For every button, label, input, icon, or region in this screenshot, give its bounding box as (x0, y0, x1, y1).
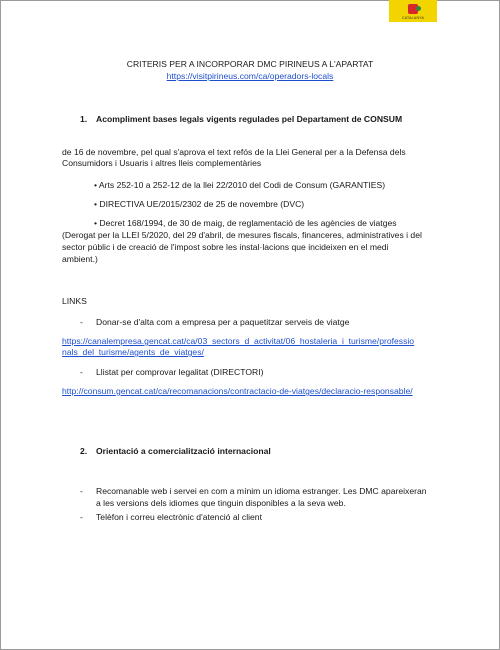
links-item-2-dash: - (80, 367, 83, 377)
bullet-decret-line-2: (Derogat per la LLEI 5/2020, del 29 d'abril, de mesures fiscals, financeres, administratives i del (62, 230, 422, 240)
section-1-intro-line-1: de 16 de novembre, pel qual s'aprova el text refós de la Llei General per a la Defensa dels (62, 147, 406, 157)
canalempresa-link-line-1[interactable]: https://canalempresa.gencat.cat/ca/03_sectors_d_activitat/06_hostaleria_i_turisme/professio (62, 336, 415, 346)
section-2-bullet-2-dash: - (80, 512, 83, 522)
consum-link[interactable]: http://consum.gencat.cat/ca/recomanacions/contractacio-de-viatges/declaracio-responsable/ (62, 386, 413, 396)
section-2-bullet-1-line-1: Recomanable web i servei en com a mínim un idioma estranger. Les DMC apareixeran (96, 486, 427, 496)
links-item-2-text: Llistat per comprovar legalitat (DIRECTORI) (96, 367, 264, 377)
section-2-heading: Orientació a comercialització internacional (96, 446, 271, 456)
bullet-decret-line-4: ambient.) (62, 254, 98, 264)
logo-wordmark: CATALUNYA (401, 16, 425, 20)
logo-green-dot-icon (416, 6, 421, 11)
bullet-decret-line-1: • Decret 168/1994, de 30 de maig, de reglamentació de les agències de viatges (94, 218, 397, 228)
section-2-bullet-1-line-2: a les versions dels idiomes que tinguin disponibles a la seva web. (96, 498, 346, 508)
canalempresa-link-line-2[interactable]: nals_del_turisme/agents_de_viatges/ (62, 347, 204, 357)
section-1-intro-line-2: Consumidors i Usuaris i altres lleis complementàries (62, 158, 262, 168)
section-2-bullet-2-line-1: Telèfon i correu electrònic d'atenció al client (96, 512, 262, 522)
catalunya-logo (389, 0, 437, 22)
section-2-bullet-1-dash: - (80, 486, 83, 496)
section-2-number: 2. (80, 446, 88, 456)
bullet-directiva: • DIRECTIVA UE/2015/2302 de 25 de novembre (DVC) (94, 199, 305, 209)
section-1-heading: Acompliment bases legals vigents regulades pel Departament de CONSUM (96, 114, 403, 124)
bullet-decret-line-3: sector públic i de creació de l'impost sobre les instal·lacions que incideixen en el medi (62, 242, 389, 252)
operadors-locals-link[interactable]: https://visitpirineus.com/ca/operadors-locals (166, 71, 334, 81)
links-label: LINKS (62, 296, 87, 306)
bullet-garanties: • Arts 252-10 a 252-12 de la llei 22/2010 del Codi de Consum (GARANTIES) (94, 180, 386, 190)
links-item-1-text: Donar-se d'alta com a empresa per a paquetitzar serveis de viatge (96, 317, 350, 327)
links-item-1-dash: - (80, 317, 83, 327)
document-title: CRITERIS PER A INCORPORAR DMC PIRINEUS A L'APARTAT (126, 59, 374, 69)
section-1-number: 1. (80, 114, 88, 124)
